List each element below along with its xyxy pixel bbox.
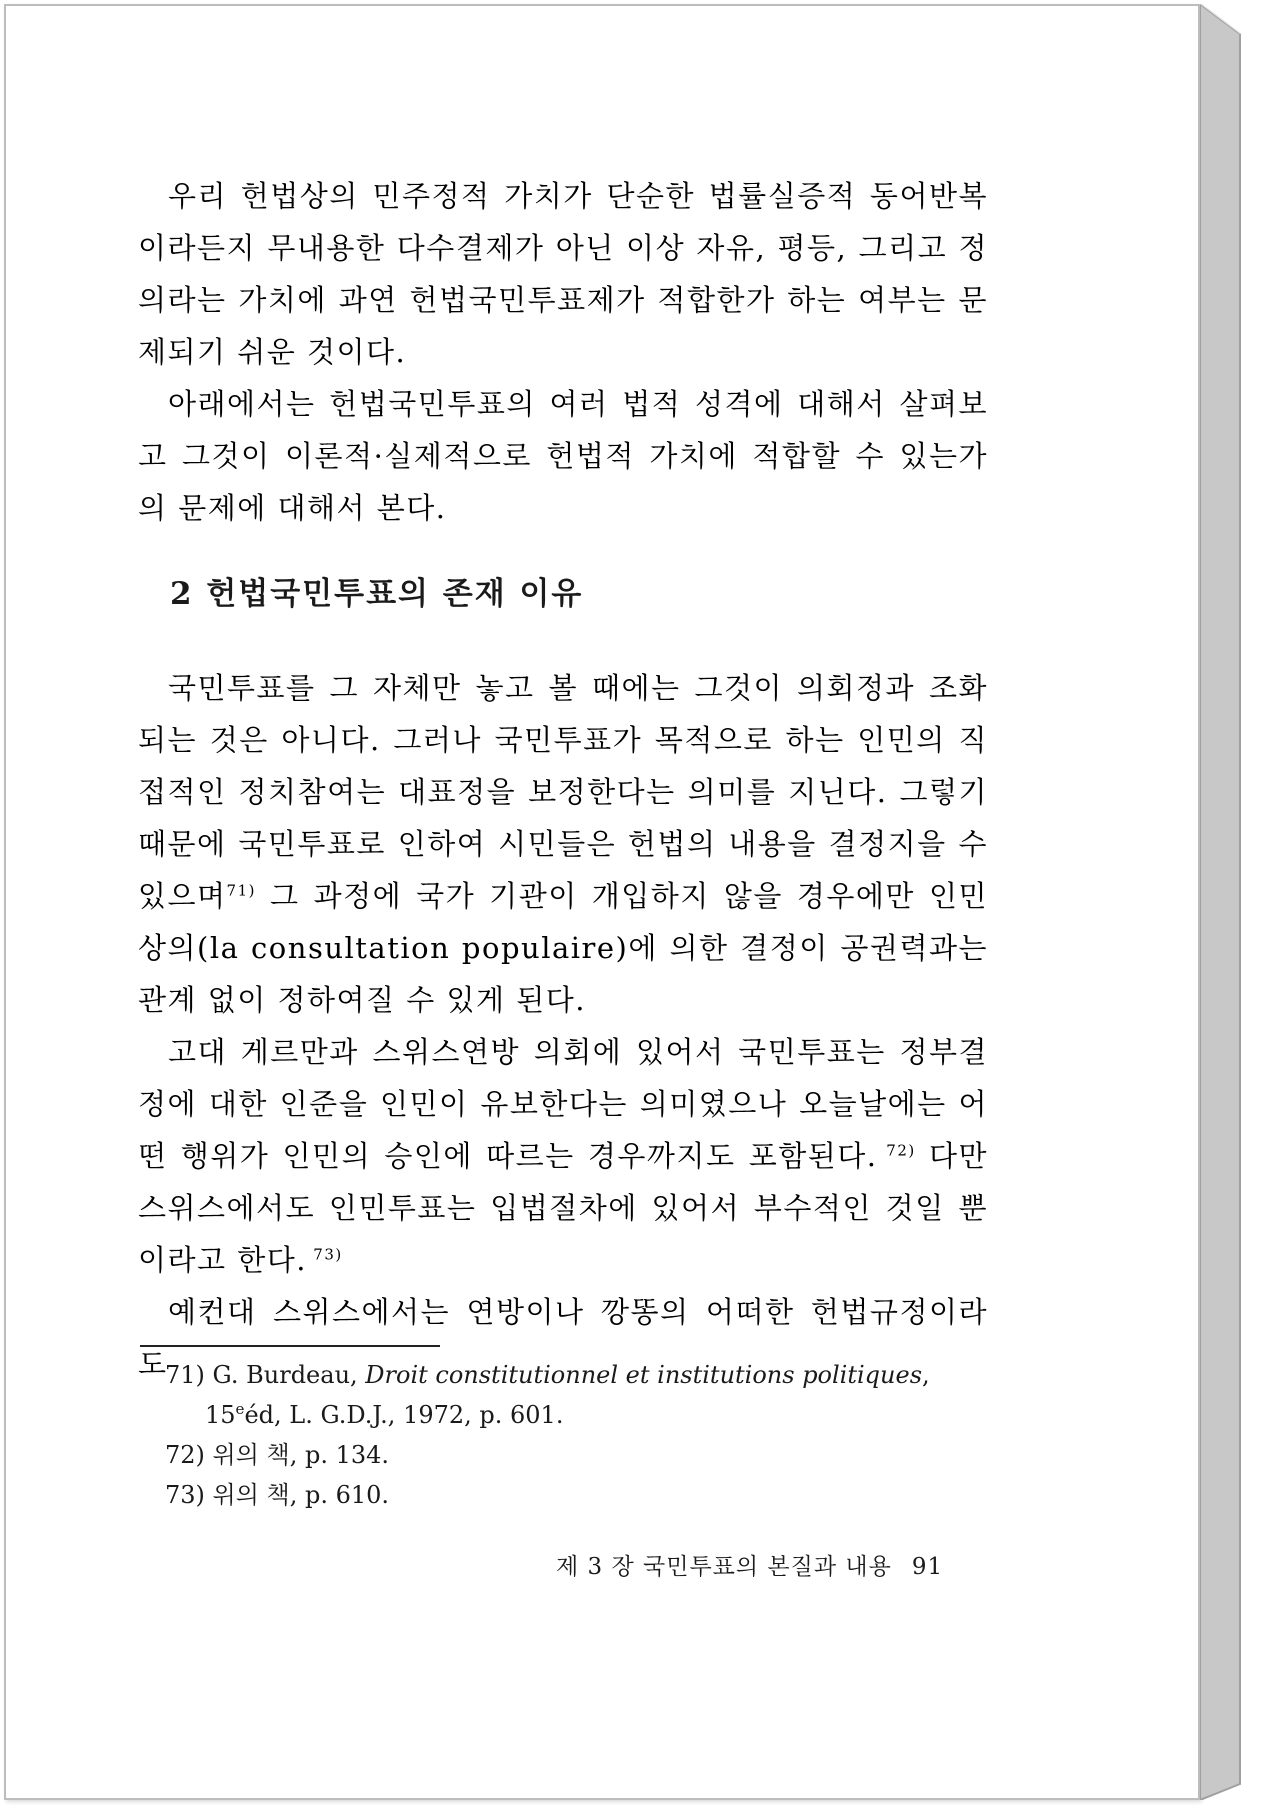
section-heading: 2 헌법국민투표의 존재 이유 — [170, 576, 584, 612]
section-body — [138, 662, 988, 1390]
footnote-73: 73) 위의 책, p. 610. — [165, 1481, 390, 1509]
intro-section — [138, 170, 988, 534]
footnote-ref: 73) — [307, 1245, 343, 1264]
body-text: 다만 스위스에서도 인민투표는 입법절차에 있어서 부수적인 것일 뿐이라고 한다. — [138, 1139, 988, 1277]
footnote-ref: 72) — [877, 1141, 916, 1160]
chapter-title: 제 3 장 국민투표의 본질과 내용 — [556, 1554, 892, 1580]
intro-paragraph: 아래에서는 헌법국민투표의 여러 법적 성격에 대해서 살펴보고 그것이 이론적·실제적으로 헌법적 가치에 적합할 수 있는가의 문제에 대해서 본다. — [138, 387, 988, 525]
body-paragraph — [138, 1026, 988, 1286]
page-edge-stack — [1200, 4, 1260, 1800]
footnote-ref: 71) — [226, 881, 256, 900]
body-text: 고대 게르만과 스위스연방 의회에 있어서 국민투표는 정부결정에 대한 인준을 인민이 유보한다는 의미였으나 오늘날에는 어떤 행위가 인민의 승인에 따르는 경우까지도 포함된다. — [138, 1035, 988, 1173]
body-paragraph — [138, 662, 988, 1026]
footnote-divider — [140, 1345, 440, 1347]
body-text: 그 과정에 국가 기관이 개입하지 않을 경우에만 인민상의(la consultation populaire)에 의한 결정이 공권력과는 관계 없이 정하여질 수 있게 된다. — [138, 879, 988, 1017]
running-footer — [556, 1548, 943, 1581]
body-paragraph: 예컨대 스위스에서는 연방이나 깡똥의 어떠한 헌법규정이라도 — [138, 1295, 988, 1381]
book-title: Droit constitutionnel et institutions politiques — [365, 1361, 923, 1389]
footnote-72: 72) 위의 책, p. 134. — [165, 1441, 390, 1469]
footnotes — [165, 1355, 995, 1515]
body-text: 국민투표를 그 자체만 놓고 볼 때에는 그것이 의회정과 조화되는 것은 아니다. 그러나 국민투표가 목적으로 하는 인민의 직접적인 정치참여는 대표정을 보정한다는 의미를 지닌다. 그렇기 때문에 국민투표로 인하여 시민들은 헌법의 내용을 결정지을 수 있으며 — [138, 671, 988, 913]
footnote-71: 71) G. Burdeau, Droit constitutionnel et institutions politiques, 15eéd, L. G.D.J., 1972, p. 601. — [165, 1361, 930, 1429]
page-number: 91 — [911, 1554, 944, 1580]
intro-paragraph: 우리 헌법상의 민주정적 가치가 단순한 법률실증적 동어반복이라든지 무내용한 다수결제가 아닌 이상 자유, 평등, 그리고 정의라는 가치에 과연 헌법국민투표제가 적합한가 하는 여부는 문제되기 쉬운 것이다. — [138, 179, 988, 369]
